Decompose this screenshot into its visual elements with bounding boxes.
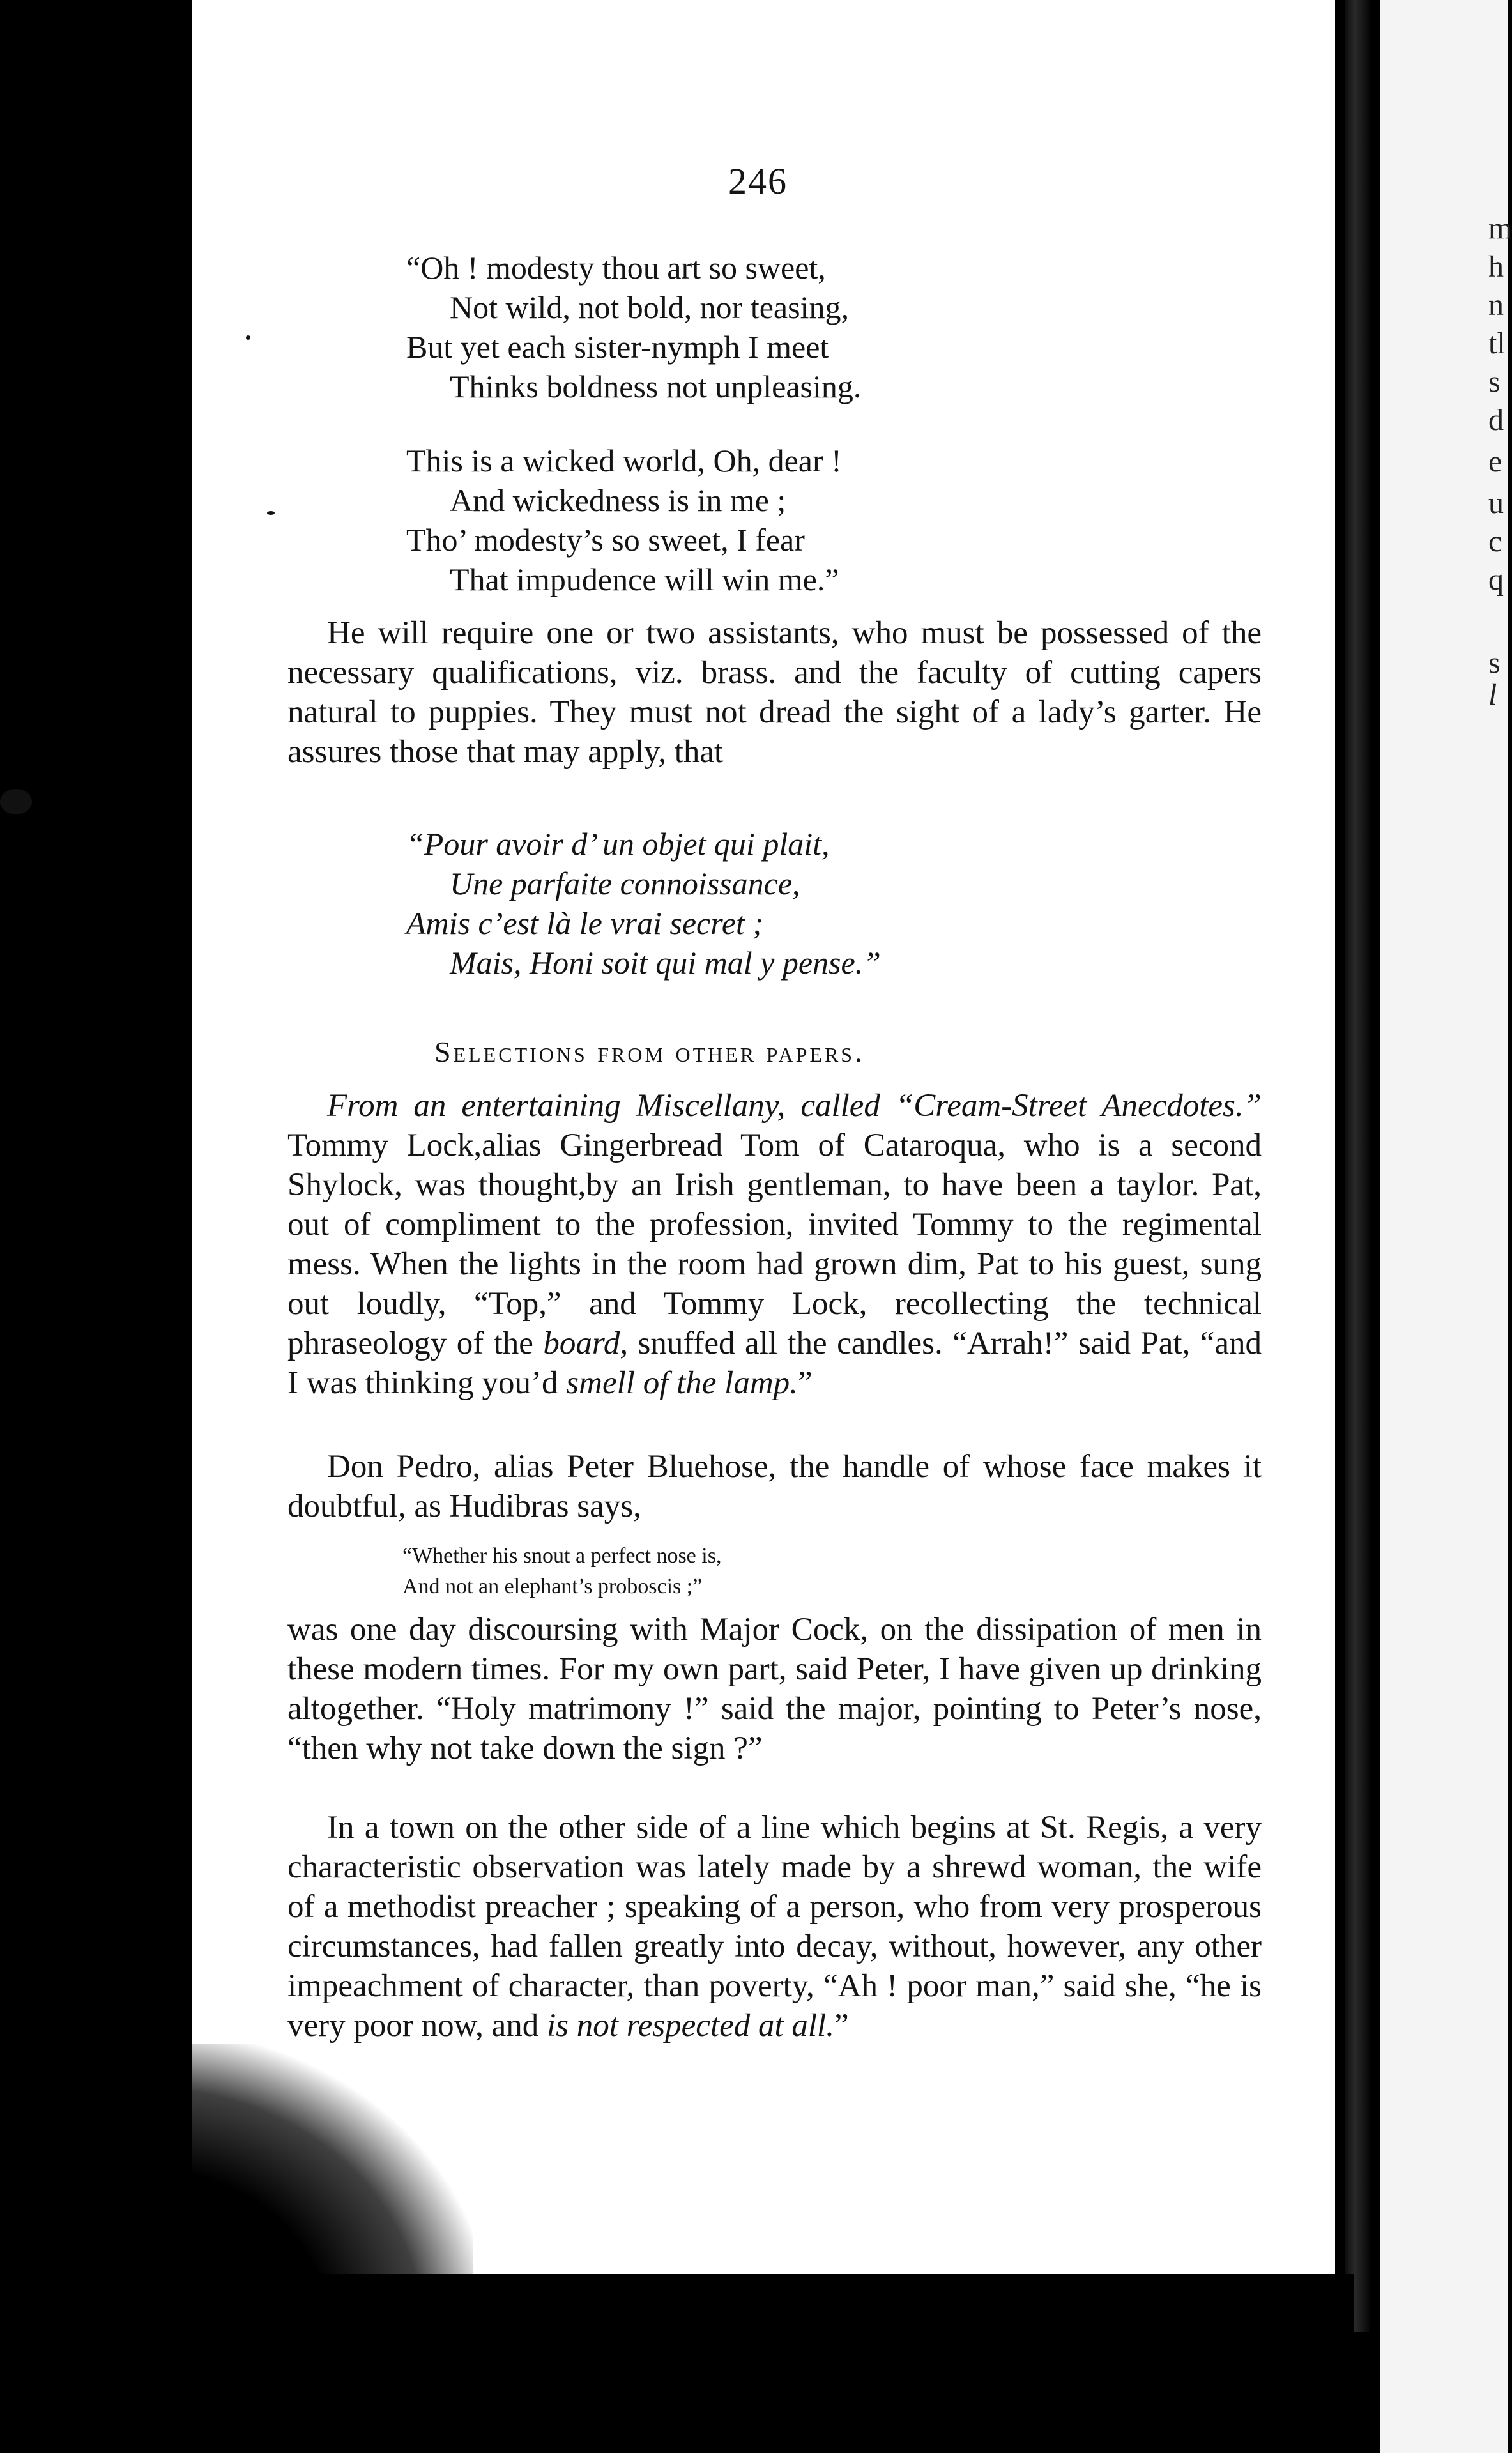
hudibras-quote (402, 1541, 721, 1602)
poem-line: But yet each sister-nymph I meet (406, 329, 829, 365)
paragraph-text: Tommy Lock,alias Gingerbread Tom of Cataroqua, who is a second Shylock, was thought,by an Irish gentleman, to have been a taylor. Pat, out of compliment to the profession, invited Tommy to the regimental mess. When the lights in the room had grown dim, Pat to his guest, sung out loudly, “Top,” and Tommy Lock, recollecting the technical phraseology of the (287, 1127, 1262, 1361)
closing-quote: ” (834, 2008, 849, 2044)
margin-letter: m (1488, 211, 1512, 245)
poem-stanza-1 (406, 248, 861, 406)
margin-letter: u (1488, 486, 1504, 520)
margin-letter: c (1488, 524, 1502, 558)
poem-line: And wickedness is in me ; (450, 482, 786, 518)
margin-letter: tl (1488, 326, 1506, 360)
paragraph-text: was one day discoursing with Major Cock, on the dissipation of men in these modern times. For my own part, said Peter, I have given up drinking altogether. “Holy matrimony !” said the major, pointing to Peter’s nose, “then why not take down the sign ?” (287, 1612, 1262, 1766)
verse-line: “Pour avoir d’ un objet qui plait, (406, 826, 830, 862)
paragraph-tommy-lock (287, 1086, 1262, 1403)
paragraph-text: snuffed all the candles. “Arrah!” said Pat, “and I was thinking you’d (287, 1326, 1262, 1401)
margin-letter: e (1488, 445, 1502, 478)
poem-stanza-2 (406, 441, 842, 599)
margin-letter: h (1488, 250, 1504, 284)
poem-line: Thinks boldness not unpleasing. (450, 369, 862, 404)
poem-line: “Oh ! modesty thou art so sweet, (406, 250, 826, 286)
paragraph-assistants (287, 613, 1262, 772)
paragraph-text: Don Pedro, alias Peter Bluehose, the handle of whose face makes it doubtful, as Hudibras says, (287, 1449, 1262, 1524)
verse-line: Une parfaite connoissance, (450, 866, 800, 901)
margin-letter: l (1488, 678, 1497, 712)
margin-letter: s (1488, 646, 1501, 680)
closing-quote: ” (797, 1365, 813, 1401)
italic-phrase: smell of the lamp. (566, 1365, 798, 1401)
quote-line: “Whether his snout a perfect nose is, (402, 1544, 722, 1568)
poem-line: This is a wicked world, Oh, dear ! (406, 443, 842, 478)
poem-line: Not wild, not bold, nor teasing, (450, 289, 849, 325)
poem-line: Tho’ modesty’s so sweet, I fear (406, 522, 805, 558)
ink-speck (267, 511, 275, 515)
section-heading: Selections from other papers. (434, 1035, 865, 1068)
margin-letter: n (1488, 288, 1504, 322)
facing-page-fragment (1380, 0, 1512, 2453)
source-citation: From an entertaining Miscellany, called “Cream-Street Anecdotes.” (327, 1088, 1262, 1124)
verse-line: Amis c’est là le vrai secret ; (406, 905, 764, 941)
paragraph-text: In a town on the other side of a line which begins at St. Regis, a very characteristic observation was lately made by a shrewd woman, the wife of a methodist preacher ; speaking of a person, who from very prosperous circumstances, had fallen greatly into decay, without, however, any other impeachment of character, than poverty, “Ah ! poor man,” said she, “he is very poor now, and (287, 1810, 1262, 2044)
italic-word: board, (543, 1326, 629, 1361)
paragraph-major-cock (287, 1610, 1262, 1768)
paragraph-st-regis (287, 1808, 1262, 2045)
italic-phrase: is not respected at all. (547, 2008, 834, 2044)
scan-bottom-shadow (192, 2274, 1354, 2453)
margin-letter: d (1488, 403, 1504, 437)
ink-blot (0, 789, 32, 814)
page-number: 246 (728, 160, 788, 202)
ink-speck (246, 335, 250, 340)
margin-letter: s (1488, 365, 1501, 399)
paragraph-don-pedro (287, 1447, 1262, 1526)
page-spine-edge (1345, 0, 1370, 2332)
french-verse (406, 824, 881, 982)
poem-line: That impudence will win me.” (450, 562, 839, 597)
margin-letter: q (1488, 563, 1504, 597)
quote-line: And not an elephant’s proboscis ;” (402, 1575, 703, 1598)
verse-line: Mais, Honi soit qui mal y pense.” (450, 945, 881, 981)
paragraph-text: He will require one or two assistants, who must be possessed of the necessary qualifications, viz. brass. and the faculty of cutting capers natural to puppies. They must not dread the sight of a lady’s garter. He assures those that may apply, that (287, 615, 1262, 770)
